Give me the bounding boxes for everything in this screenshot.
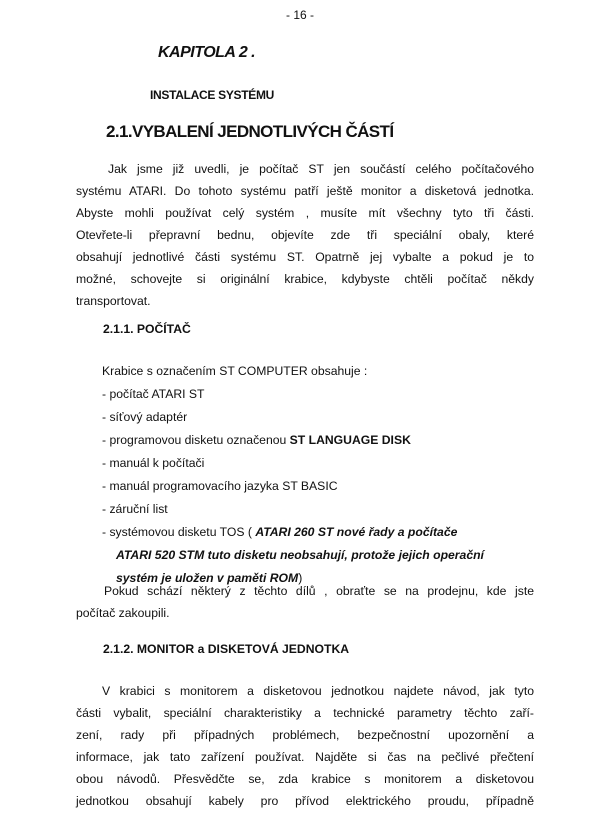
disk-name: ST LANGUAGE DISK — [289, 433, 411, 447]
note-text: systém je uložen v paměti ROM — [116, 571, 299, 585]
list-item-text: - systémovou disketu TOS ( — [102, 525, 256, 539]
chapter-title: KAPITOLA 2 . — [158, 44, 256, 61]
text-line: zení, rady při případných problémech, bezpečnostní upozornění a — [76, 728, 534, 742]
text-line: V krabici s monitorem a disketovou jednotkou najdete návod, jak tyto — [102, 684, 534, 698]
text-line: systému ATARI. Do tohoto systému patří ještě monitor a disketová jednotka. — [76, 184, 534, 198]
closing-paren: ) — [298, 571, 303, 585]
heading-2-1-2: 2.1.2. MONITOR a DISKETOVÁ JEDNOTKA — [103, 642, 350, 656]
text-line: obou návodů. Přesvědčte se, zda krabice s monitorem a disketovou — [76, 772, 534, 786]
page-number: - 16 - — [285, 8, 314, 22]
section-title: INSTALACE SYSTÉMU — [150, 88, 275, 102]
note-text: ATARI 520 STM tuto disketu neobsahují, protože jejich operační — [116, 548, 484, 562]
note-text: ATARI 260 ST nové řady a počítače — [255, 525, 458, 539]
list-item: - manuál k počítači — [102, 456, 205, 470]
text-line: jednotkou obsahují kabely pro přívod elektrického proudu, případně — [76, 794, 534, 808]
text-line: možné, schovejte si originální krabice, kdybyste chtěli počítač někdy — [76, 272, 534, 286]
subsection-title: 2.1.VYBALENÍ JEDNOTLIVÝCH ČÁSTÍ — [106, 122, 394, 141]
missing-parts-paragraph — [76, 580, 534, 624]
list-item — [102, 521, 484, 544]
text-line: obsahují jednotlivé části systému ST. Opatrně jej vybalte a pokud je to — [76, 250, 534, 264]
text-line: informace, jak tato zařízení používat. Najděte si čas na pečlivé přečtení — [76, 750, 534, 764]
text-line: transportovat. — [76, 294, 151, 308]
text-line: Otevřete-li přepravní bednu, objevíte zde tři speciální obaly, které — [76, 228, 534, 242]
list-item-text: - programovou disketu označenou — [102, 433, 290, 447]
list-item — [102, 429, 484, 452]
intro-paragraph — [76, 158, 534, 312]
list-item: - záruční list — [102, 502, 168, 516]
list-item: - manuál programovacího jazyka ST BASIC — [102, 479, 338, 493]
text-line: Pokud schází některý z těchto dílů , obraťte se na prodejnu, kde jste — [104, 584, 534, 598]
text-line: části vybalit, speciální charakteristiky a technické parametry těchto zaří- — [76, 706, 534, 720]
monitor-paragraph — [76, 680, 534, 812]
heading-2-1-1: 2.1.1. POČÍTAČ — [103, 322, 191, 336]
list-item: - počítač ATARI ST — [102, 387, 205, 401]
text-line: Jak jsme již uvedli, je počítač ST jen součástí celého počítačového — [108, 162, 534, 176]
contents-list — [102, 360, 484, 590]
text-line: Abyste mohli používat celý systém , musíte mít všechny tyto tři části. — [76, 206, 534, 220]
text-line: počítač zakoupili. — [76, 606, 170, 620]
list-item: - síťový adaptér — [102, 410, 188, 424]
list-intro: Krabice s označením ST COMPUTER obsahuje : — [102, 364, 368, 378]
